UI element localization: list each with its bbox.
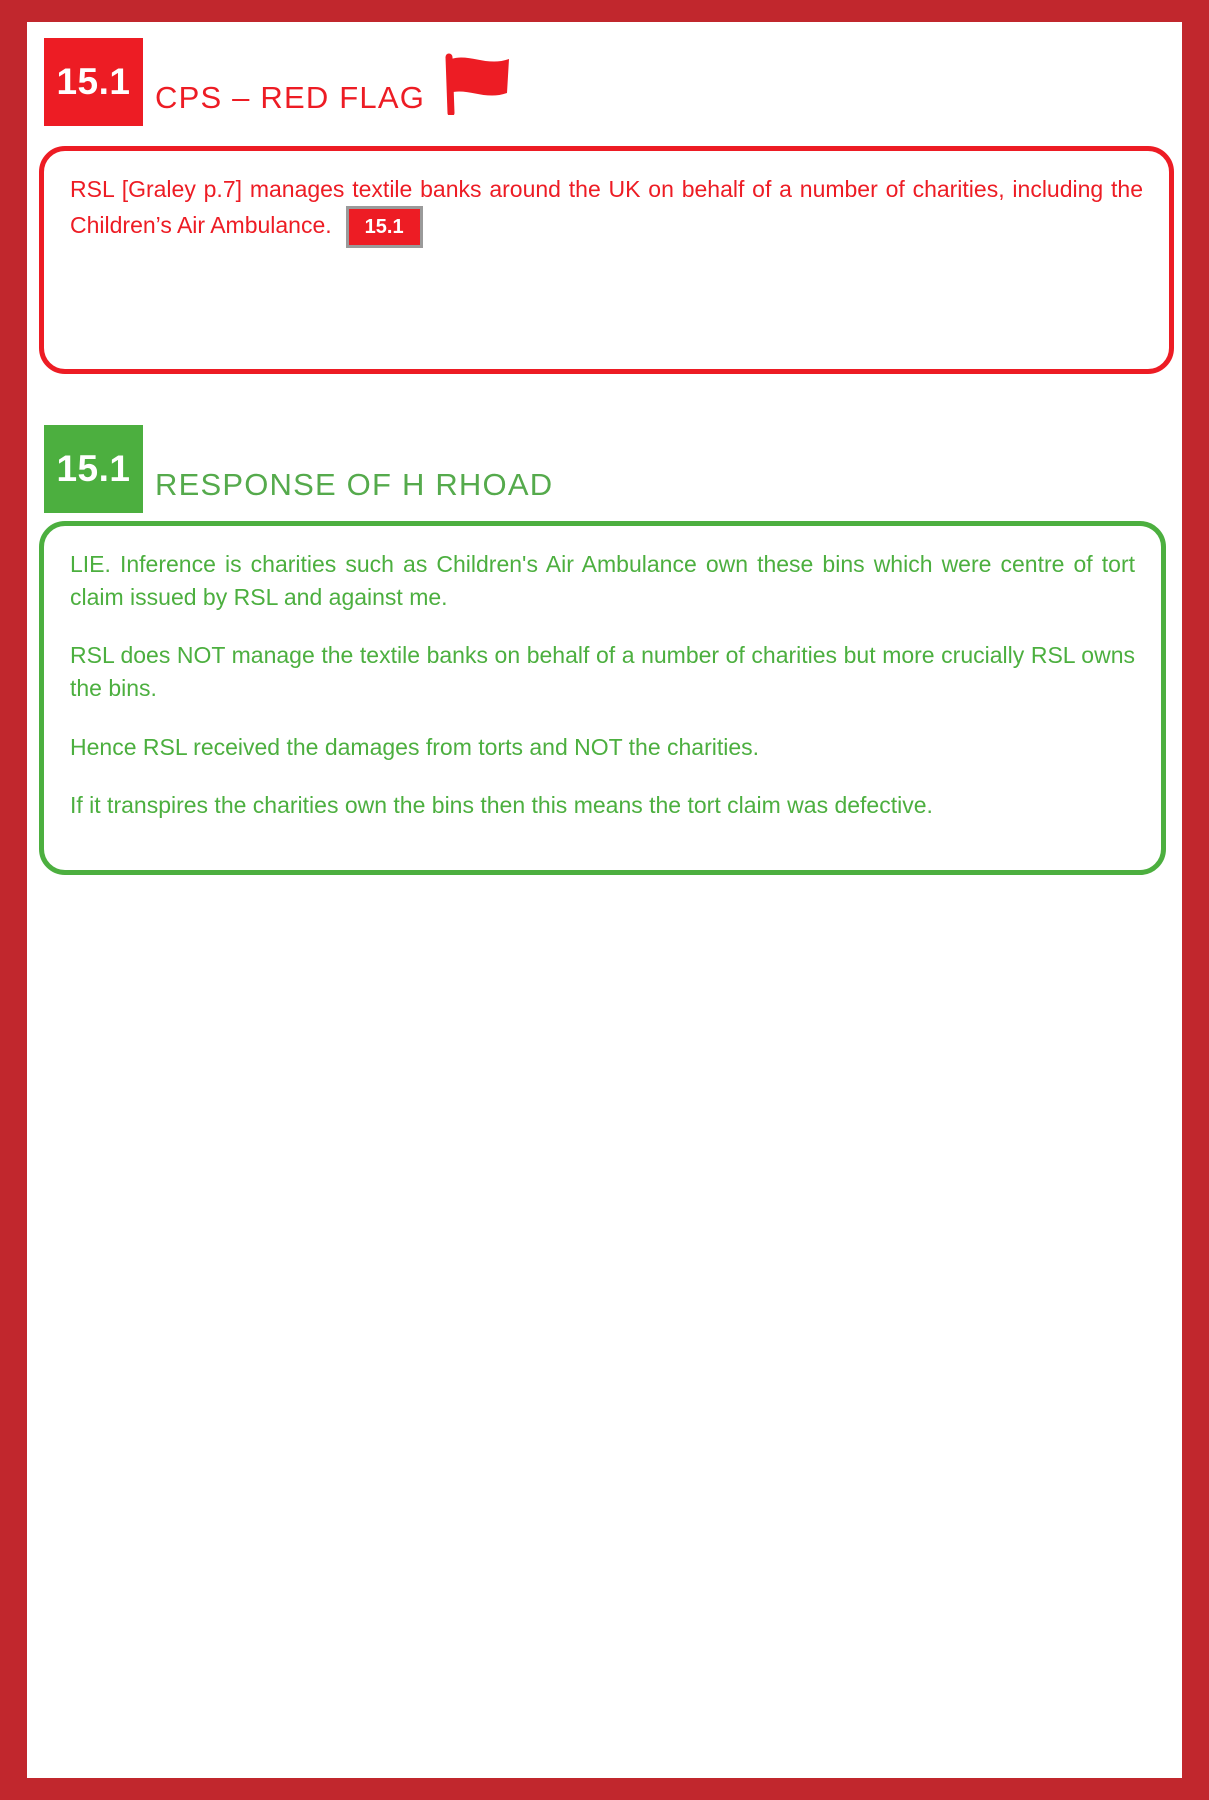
response-section-title: RESPONSE OF H RHOAD xyxy=(155,467,554,502)
response-paragraph-2: RSL does NOT manage the textile banks on behalf of a number of charities but more crucially RSL owns the bins. xyxy=(70,642,1135,701)
document-page xyxy=(27,22,1182,1778)
cps-paragraph-text: RSL [Graley p.7] manages textile banks around the UK on behalf of a number of charities, including the Children’s Air Ambulance. xyxy=(70,176,1143,238)
cps-section-badge: 15.1 xyxy=(44,38,143,126)
red-flag-icon xyxy=(441,53,515,120)
response-paragraph-3: Hence RSL received the damages from torts and NOT the charities. xyxy=(70,733,760,760)
cps-red-flag-box xyxy=(39,146,1174,374)
response-header xyxy=(44,425,553,513)
response-section-badge: 15.1 xyxy=(44,425,143,513)
response-paragraph-4: If it transpires the charities own the bins then this means the tort claim was defective. xyxy=(70,792,933,819)
response-box xyxy=(39,521,1166,875)
response-paragraph-1: LIE. Inference is charities such as Children's Air Ambulance own these bins which were centre of tort claim issued by RSL and against me. xyxy=(70,551,1135,610)
cps-paragraph xyxy=(70,173,1143,248)
cps-section-title: CPS – RED FLAG xyxy=(155,80,426,115)
cps-inline-reference-chip: 15.1 xyxy=(346,206,423,248)
cps-red-flag-header xyxy=(44,38,515,126)
